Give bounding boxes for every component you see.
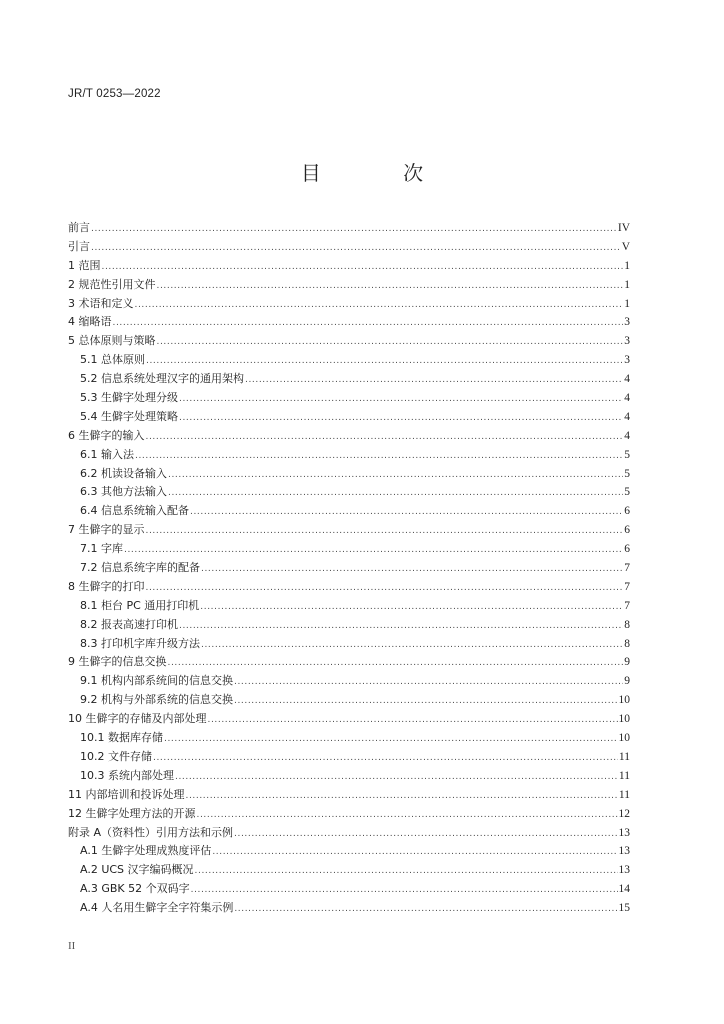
toc-leader-dots — [197, 806, 618, 825]
toc-entry-label: 前言 — [68, 221, 90, 234]
toc-entry-page: 3 — [624, 354, 630, 367]
toc-entry[interactable] — [68, 691, 630, 710]
toc-entry[interactable] — [68, 729, 630, 748]
toc-leader-dots — [212, 843, 617, 862]
toc-entry-page: 10 — [618, 694, 630, 707]
toc-entry-label: 6 生僻字的输入 — [68, 428, 145, 442]
toc-entry-label: 8.1 柜台 PC 通用打印机 — [80, 598, 200, 612]
toc-entry-label: A.4 人名用生僻字全字符集示例 — [80, 901, 234, 915]
toc-entry-page: 7 — [624, 562, 630, 575]
toc-entry-label: 8.3 打印机字库升级方法 — [80, 636, 200, 650]
toc-entry-label: 10 生僻字的存储及内部处理 — [68, 712, 207, 726]
toc-entry[interactable] — [68, 616, 630, 635]
toc-entry-label: A.1 生僻字处理成熟度评估 — [80, 844, 212, 858]
toc-leader-dots — [124, 541, 623, 560]
toc-entry-page: 5 — [624, 448, 630, 461]
toc-entry-label: 5 总体原则与策略 — [68, 334, 156, 348]
toc-entry-page: 5 — [624, 467, 630, 480]
toc-entry[interactable] — [68, 842, 630, 861]
toc-leader-dots — [153, 749, 618, 768]
toc-entry[interactable] — [68, 295, 630, 314]
toc-leader-dots — [200, 598, 623, 617]
toc-entry[interactable] — [68, 578, 630, 597]
toc-entry[interactable] — [68, 238, 630, 257]
toc-leader-dots — [234, 673, 623, 692]
toc-entry-page: 4 — [624, 373, 630, 386]
toc-entry-page: 15 — [618, 902, 630, 915]
toc-entry-label: 10.2 文件存储 — [80, 749, 152, 763]
toc-entry-page: 6 — [624, 524, 630, 537]
toc-leader-dots — [208, 711, 618, 730]
toc-entry[interactable] — [68, 672, 630, 691]
toc-leader-dots — [175, 768, 618, 787]
toc-entry-page: 1 — [624, 297, 630, 310]
toc-entry[interactable] — [68, 748, 630, 767]
toc-leader-dots — [191, 881, 618, 900]
toc-entry-label: 10.1 数据库存储 — [80, 731, 163, 745]
toc-entry[interactable] — [68, 219, 630, 238]
toc-leader-dots — [146, 579, 624, 598]
toc-entry[interactable] — [68, 597, 630, 616]
toc-entry-page: 8 — [624, 637, 630, 650]
toc-entry-label: 9 生僻字的信息交换 — [68, 655, 167, 669]
toc-entry-page: 3 — [624, 335, 630, 348]
toc-entry[interactable] — [68, 880, 630, 899]
toc-leader-dots — [146, 428, 624, 447]
toc-entry-page: 4 — [624, 392, 630, 405]
toc-entry-label: 5.4 生僻字处理策略 — [80, 409, 178, 423]
toc-leader-dots — [179, 617, 623, 636]
toc-entry[interactable] — [68, 824, 630, 843]
toc-leader-dots — [168, 484, 623, 503]
toc-entry-page: 1 — [624, 259, 630, 272]
toc-entry-page: 4 — [624, 429, 630, 442]
toc-entry-label: 3 术语和定义 — [68, 296, 134, 310]
toc-leader-dots — [234, 825, 617, 844]
toc-entry-label: 9.1 机构内部系统间的信息交换 — [80, 674, 233, 688]
toc-entry-page: 8 — [624, 618, 630, 631]
toc-entry-label: 6.1 输入法 — [80, 447, 134, 461]
toc-leader-dots — [245, 371, 623, 390]
toc-leader-dots — [186, 787, 618, 806]
toc-entry[interactable] — [68, 257, 630, 276]
toc-entry-label: 1 范围 — [68, 258, 101, 272]
toc-entry-label: 5.3 生僻字处理分级 — [80, 391, 178, 405]
toc-entry[interactable] — [68, 427, 630, 446]
toc-entry-label: 2 规范性引用文件 — [68, 277, 156, 291]
toc-entry[interactable] — [68, 370, 630, 389]
toc-entry-label: 6.2 机读设备输入 — [80, 466, 167, 480]
toc-entry-page: 1 — [624, 278, 630, 291]
toc-entry-label: 11 内部培训和投诉处理 — [68, 787, 185, 801]
toc-leader-dots — [164, 730, 618, 749]
toc-entry-label: A.2 UCS 汉字编码概况 — [80, 863, 194, 877]
toc-entry[interactable] — [68, 540, 630, 559]
toc-entry-page: V — [621, 240, 630, 253]
toc-entry-page: 6 — [624, 505, 630, 518]
toc-entry-page: 11 — [618, 788, 630, 801]
toc-entry-page: 11 — [618, 769, 630, 782]
toc-entry[interactable] — [68, 653, 630, 672]
toc-leader-dots — [146, 522, 624, 541]
toc-entry-label: 附录 A（资料性）引用方法和示例 — [68, 825, 234, 839]
toc-entry[interactable] — [68, 408, 630, 427]
toc-leader-dots — [234, 692, 618, 711]
toc-leader-dots — [135, 447, 623, 466]
toc-leader-dots — [113, 314, 624, 333]
toc-entry-page: 13 — [618, 845, 630, 858]
toc-leader-dots — [179, 390, 623, 409]
toc-entry-label: 10.3 系统内部处理 — [80, 768, 174, 782]
toc-entry-page: 10 — [618, 732, 630, 745]
toc-entry-label: 5.2 信息系统处理汉字的通用架构 — [80, 372, 244, 386]
toc-entry[interactable] — [68, 786, 630, 805]
toc-entry[interactable] — [68, 446, 630, 465]
toc-leader-dots — [168, 654, 624, 673]
table-of-contents — [68, 219, 630, 918]
toc-entry[interactable] — [68, 899, 630, 918]
toc-entry-label: 9.2 机构与外部系统的信息交换 — [80, 693, 233, 707]
toc-entry-label: 5.1 总体原则 — [80, 353, 145, 367]
toc-entry-page: 14 — [618, 883, 630, 896]
toc-entry[interactable] — [68, 465, 630, 484]
toc-entry-page: 4 — [624, 410, 630, 423]
toc-entry-page: 10 — [618, 713, 630, 726]
toc-entry-page: 12 — [618, 807, 630, 820]
toc-entry[interactable] — [68, 559, 630, 578]
toc-entry-page: 13 — [618, 864, 630, 877]
toc-leader-dots — [190, 503, 623, 522]
toc-entry[interactable] — [68, 332, 630, 351]
toc-leader-dots — [234, 900, 617, 919]
toc-entry-page: 5 — [624, 486, 630, 499]
toc-entry[interactable] — [68, 635, 630, 654]
toc-entry-label: 6.4 信息系统输入配备 — [80, 504, 189, 518]
toc-entry-page: 13 — [618, 826, 630, 839]
toc-entry[interactable] — [68, 313, 630, 332]
toc-entry-label: 6.3 其他方法输入 — [80, 485, 167, 499]
toc-entry-label: 7.2 信息系统字库的配备 — [80, 561, 200, 575]
page-number: II — [68, 940, 76, 952]
toc-entry[interactable] — [68, 710, 630, 729]
toc-leader-dots — [102, 258, 624, 277]
toc-entry[interactable] — [68, 351, 630, 370]
toc-entry[interactable] — [68, 805, 630, 824]
toc-entry-label: 7.1 字库 — [80, 542, 123, 556]
toc-entry-label: A.3 GBK 52 个双码字 — [80, 882, 190, 896]
toc-leader-dots — [201, 560, 623, 579]
toc-entry-label: 8.2 报表高速打印机 — [80, 617, 178, 631]
toc-leader-dots — [157, 333, 624, 352]
toc-entry-page: 9 — [624, 656, 630, 669]
toc-entry[interactable] — [68, 276, 630, 295]
toc-leader-dots — [146, 352, 623, 371]
toc-entry[interactable] — [68, 767, 630, 786]
toc-entry-label: 引言 — [68, 239, 90, 253]
toc-leader-dots — [168, 466, 623, 485]
toc-leader-dots — [135, 296, 624, 315]
toc-entry[interactable] — [68, 389, 630, 408]
toc-entry-page: 3 — [624, 316, 630, 329]
toc-entry-label: 8 生僻字的打印 — [68, 579, 145, 593]
toc-entry-page: 9 — [624, 675, 630, 688]
toc-entry-page: 11 — [618, 750, 630, 763]
toc-title: 目 次 — [300, 161, 462, 185]
toc-entry-label: 12 生僻字处理方法的开源 — [68, 806, 196, 820]
toc-entry[interactable] — [68, 483, 630, 502]
toc-entry[interactable] — [68, 521, 630, 540]
toc-leader-dots — [157, 277, 624, 296]
toc-leader-dots — [201, 636, 623, 655]
toc-entry-page: IV — [617, 222, 630, 234]
toc-entry-label: 4 缩略语 — [68, 315, 112, 329]
toc-leader-dots — [179, 409, 623, 428]
toc-entry-page: 6 — [624, 543, 630, 556]
toc-entry-page: 7 — [624, 580, 630, 593]
toc-entry-page: 7 — [624, 599, 630, 612]
toc-leader-dots — [91, 220, 617, 239]
toc-entry[interactable] — [68, 861, 630, 880]
document-code: JR/T 0253—2022 — [68, 88, 161, 100]
toc-leader-dots — [195, 862, 618, 881]
toc-entry-label: 7 生僻字的显示 — [68, 523, 145, 537]
toc-entry[interactable] — [68, 502, 630, 521]
toc-leader-dots — [91, 239, 621, 258]
